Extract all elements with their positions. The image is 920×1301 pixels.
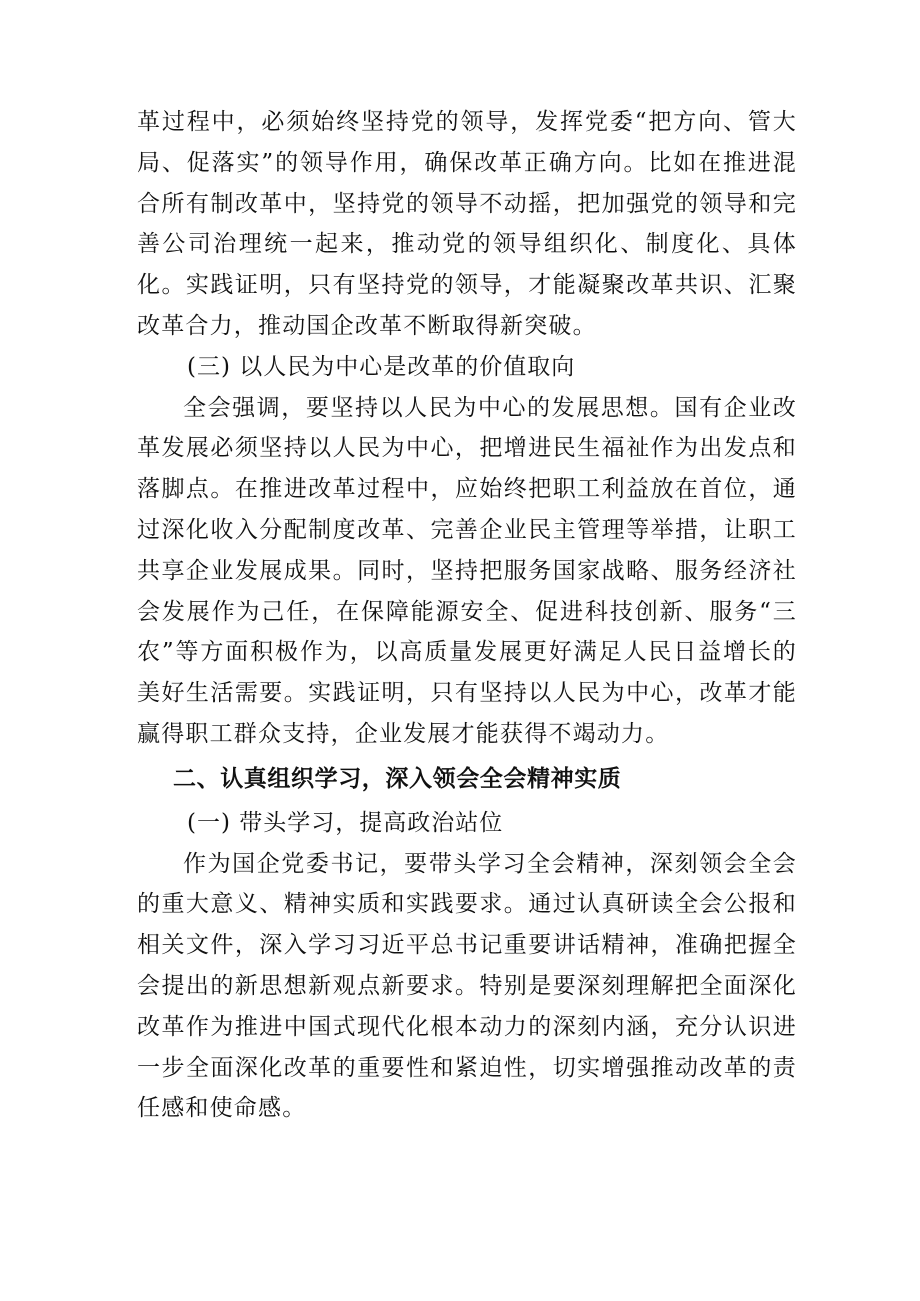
paragraph-lead-study: 作为国企党委书记，要带头学习全会精神，深刻领会全会的重大意义、精神实质和实践要求。通过认真研读全会公报和相关文件，深入学习习近平总书记重要讲话精神，准确把握全会提出的新思想新观点新要求。特别是要深刻理解把全面深化改革作为推进中国式现代化根本动力的深刻内涵，充分认识进一步全面深化改革的重要性和紧迫性，切实增强推动改革的责任感和使命感。	[137, 850, 797, 1122]
document-body	[137, 102, 797, 1129]
section-heading-study: 二、认真组织学习，深入领会全会精神实质	[173, 765, 622, 792]
subheading-people-centered: (三) 以人民为中心是改革的价值取向	[187, 353, 576, 380]
paragraph-party-leadership: 革过程中，必须始终坚持党的领导，发挥党委“把方向、管大局、促落实”的领导作用，确保改革正确方向。比如在推进混合所有制改革中，坚持党的领导不动摇，把加强党的领导和完善公司治理统一起来，推动党的领导组织化、制度化、具体化。实践证明，只有坚持党的领导，才能凝聚改革共识、汇聚改革合力，推动国企改革不断取得新突破。	[137, 109, 797, 339]
paragraph-people-centered: 全会强调，要坚持以人民为中心的发展思想。国有企业改革发展必须坚持以人民为中心，把增进民生福祉作为出发点和落脚点。在推进改革过程中，应始终把职工利益放在首位，通过深化收入分配制度改革、完善企业民主管理等举措，让职工共享企业发展成果。同时，坚持把服务国家战略、服务经济社会发展作为己任，在保障能源安全、促进科技创新、服务“三农”等方面积极作为，以高质量发展更好满足人民日益增长的美好生活需要。实践证明，只有坚持以人民为中心，改革才能赢得职工群众支持，企业发展才能获得不竭动力。	[137, 394, 797, 747]
subheading-lead-study: (一) 带头学习，提高政治站位	[187, 809, 504, 836]
